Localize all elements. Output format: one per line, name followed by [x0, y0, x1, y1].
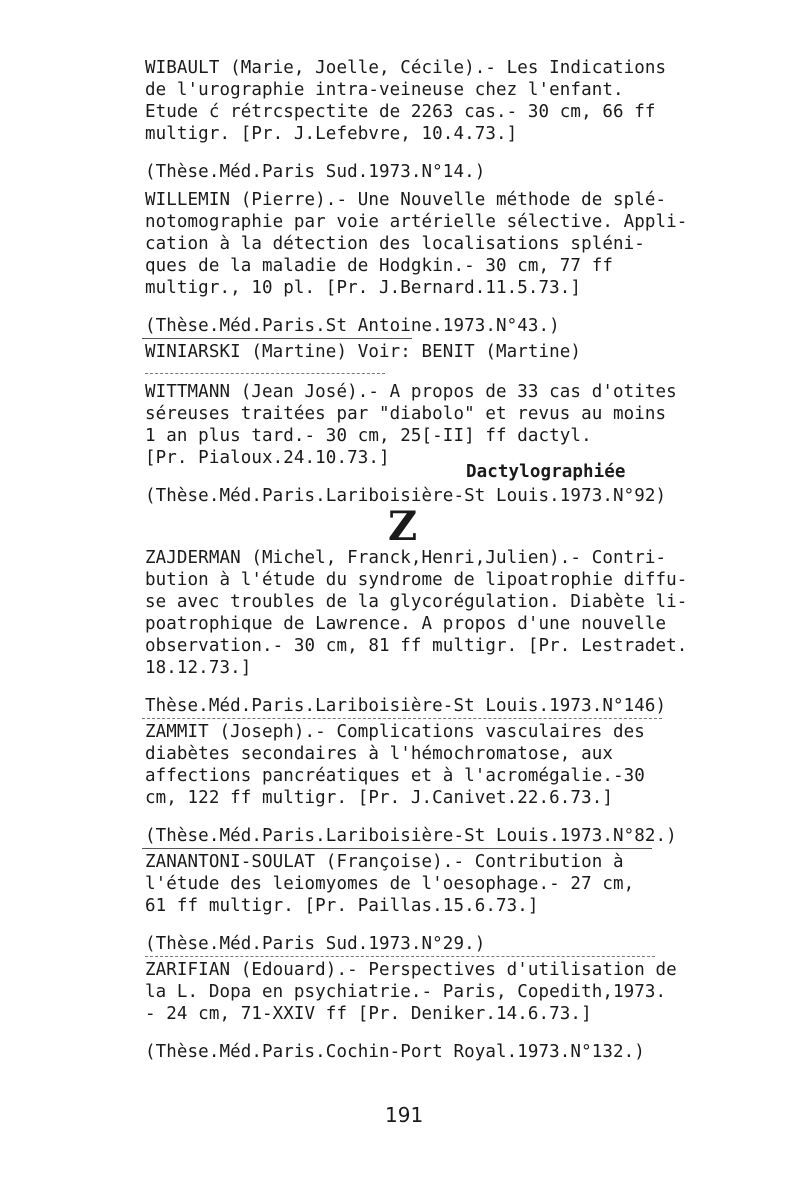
separator-rule: [142, 848, 652, 849]
page-number: 191: [385, 1103, 424, 1127]
entry-wibault-line-2: de l'urographie intra-veineuse chez l'enfant.: [145, 80, 624, 100]
entry-zarifian-thesis: (Thèse.Méd.Paris.Cochin-Port Royal.1973.N°132.): [145, 1042, 645, 1062]
entry-zammit-line-1: ZAMMIT (Joseph).- Complications vasculaires des: [145, 722, 645, 742]
entry-wibault-line-3: Etude ć rétrcspectite de 2263 cas.- 30 cm, 66 ff: [145, 102, 656, 122]
entry-zarifian-line-1: ZARIFIAN (Edouard).- Perspectives d'utilisation de: [145, 960, 677, 980]
entry-wittmann-line-2: séreuses traitées par "diabolo" et revus au moins: [145, 404, 667, 424]
entry-wibault-line-1: WIBAULT (Marie, Joelle, Cécile).- Les Indications: [145, 58, 667, 78]
entry-zammit-line-3: affections pancréatiques et à l'acromégalie.-30: [145, 766, 645, 786]
entry-willemin-line-3: cation à la détection des localisations spléni-: [145, 234, 645, 254]
entry-willemin-line-1: WILLEMIN (Pierre).- Une Nouvelle méthode de splé-: [145, 190, 667, 210]
separator-rule: [145, 373, 385, 374]
entry-wittmann-line-3: 1 an plus tard.- 30 cm, 25[-II] ff dactyl.: [145, 426, 592, 446]
entry-zanantoni-thesis: (Thèse.Méd.Paris Sud.1973.N°29.): [145, 934, 486, 954]
entry-willemin-line-5: multigr., 10 pl. [Pr. J.Bernard.11.5.73.]: [145, 278, 582, 298]
entry-zammit-thesis: (Thèse.Méd.Paris.Lariboisière-St Louis.1973.N°82.): [145, 826, 677, 846]
entry-willemin-line-2: notomographie par voie artérielle sélective. Appli-: [145, 212, 688, 232]
section-letter: Z: [388, 503, 418, 550]
entry-zanantoni-line-1: ZANANTONI-SOULAT (Françoise).- Contribution à: [145, 852, 624, 872]
entry-zajderman-line-5: observation.- 30 cm, 81 ff multigr. [Pr. Lestradet.: [145, 636, 688, 656]
entry-willemin-line-4: ques de la maladie de Hodgkin.- 30 cm, 77 ff: [145, 256, 613, 276]
separator-rule: [142, 338, 412, 339]
entry-wittmann-thesis: (Thèse.Méd.Paris.Lariboisière-St Louis.1973.N°92): [145, 486, 667, 506]
entry-zarifian-line-3: - 24 cm, 71-XXIV ff [Pr. Deniker.14.6.73.]: [145, 1004, 592, 1024]
separator-rule: [142, 718, 662, 719]
entry-winiarski-line-1: WINIARSKI (Martine) Voir: BENIT (Martine): [145, 342, 582, 362]
separator-rule: [145, 956, 655, 957]
entry-zajderman-line-1: ZAJDERMAN (Michel, Franck,Henri,Julien).- Contri-: [145, 548, 667, 568]
entry-zanantoni-line-2: l'étude des leiomyomes de l'oesophage.- 27 cm,: [145, 874, 635, 894]
entry-zarifian-line-2: la L. Dopa en psychiatrie.- Paris, Copedith,1973.: [145, 982, 667, 1002]
entry-wibault-thesis: (Thèse.Méd.Paris Sud.1973.N°14.): [145, 162, 486, 182]
entry-wibault-line-4: multigr. [Pr. J.Lefebvre, 10.4.73.]: [145, 124, 518, 144]
entry-zammit-line-2: diabètes secondaires à l'hémochromatose, aux: [145, 744, 613, 764]
entry-wittmann-line-1: WITTMANN (Jean José).- A propos de 33 cas d'otites: [145, 382, 677, 402]
entry-zajderman-line-6: 18.12.73.]: [145, 658, 252, 678]
entry-willemin-thesis: (Thèse.Méd.Paris.St Antoine.1973.N°43.): [145, 316, 560, 336]
entry-zajderman-line-2: bution à l'étude du syndrome de lipoatrophie diffu-: [145, 570, 688, 590]
entry-zajderman-thesis: Thèse.Méd.Paris.Lariboisière-St Louis.1973.N°146): [145, 696, 667, 716]
entry-zanantoni-line-3: 61 ff multigr. [Pr. Paillas.15.6.73.]: [145, 896, 539, 916]
entry-wittmann-line-4: [Pr. Pialoux.24.10.73.]: [145, 448, 390, 468]
entry-wittmann-note: Dactylographiée: [466, 462, 626, 482]
entry-zammit-line-4: cm, 122 ff multigr. [Pr. J.Canivet.22.6.73.]: [145, 788, 613, 808]
entry-zajderman-line-4: poatrophique de Lawrence. A propos d'une nouvelle: [145, 614, 667, 634]
entry-zajderman-line-3: se avec troubles de la glycorégulation. Diabète li-: [145, 592, 688, 612]
